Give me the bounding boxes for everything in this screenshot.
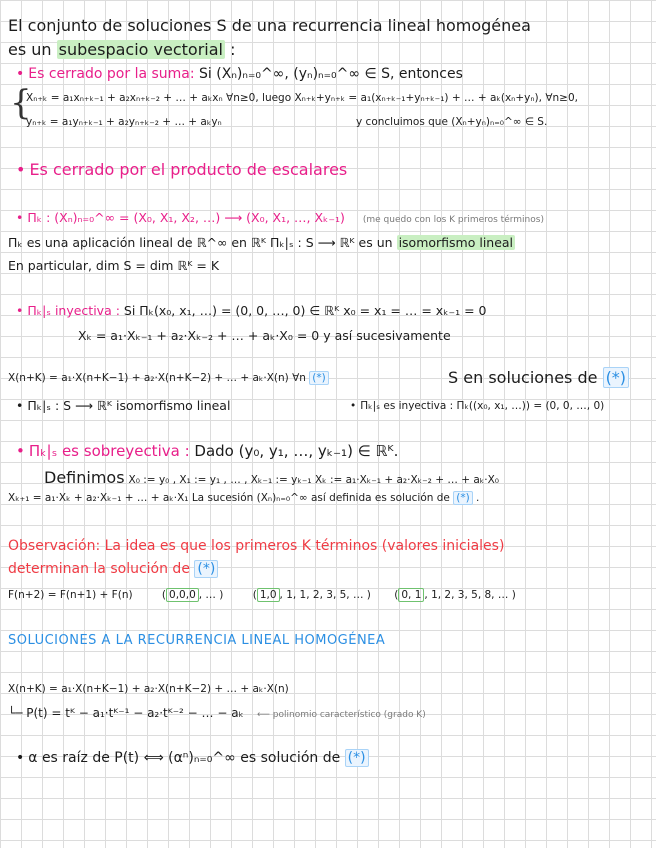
text: F(n+2) = F(n+1) + F(n): [8, 589, 133, 601]
star-ref: (*): [603, 367, 629, 388]
sucesion-line: [8, 492, 479, 505]
text: Si Πₖ(x₀, x₁, …) = (0, 0, …, 0) ∈ ℝᴷ x₀ = x₁ = … = xₖ₋₁ = 0: [123, 303, 487, 318]
definimos-line: [44, 468, 499, 487]
initial-values-box: 0,0,0: [166, 588, 199, 602]
text: , 1, 1, 2, 3, 5, … ): [279, 589, 371, 601]
text: :: [230, 40, 236, 59]
initial-values-box: 1,0: [257, 588, 280, 602]
s-soluciones: [448, 368, 629, 387]
text: yₙ₊ₖ = a₁yₙ₊ₖ₋₁ + a₂yₙ₊ₖ₋₂ + … + aₖyₙ: [26, 116, 222, 128]
text: Definimos: [44, 468, 125, 487]
inyectiva-bullet: [350, 400, 604, 413]
text: X(n+K) = a₁·X(n+K−1) + a₂·X(n+K−2) + … + aₖ·X(n) ∀n: [8, 372, 306, 384]
text: determinan la solución de: [8, 561, 190, 577]
bullet-suma: [16, 66, 463, 83]
dimension: En particular, dim S = dim ℝᴷ = K: [8, 258, 220, 273]
pink-title: • Es cerrado por la suma:: [16, 66, 195, 82]
text: ( 0, 1 , 1, 2, 3, 5, 8, … ): [394, 589, 516, 601]
text: , … ): [198, 589, 224, 601]
raiz-line: [16, 750, 369, 767]
initial-values-box: 0, 1: [398, 588, 424, 602]
text: Xₖ₊₁ = a₁·Xₖ + a₂·Xₖ₋₁ + … + aₖ·X₁ La sucesión (Xₙ)ₙ₌₀^∞ así definida es solución de: [8, 492, 450, 504]
pi-map: • Πₖ : (Xₙ)ₙ₌₀^∞ = (X₀, X₁, X₂, …) ⟶ (X₀, X₁, …, Xₖ₋₁): [16, 210, 345, 225]
text: • Πₖ|ₛ : S ⟶ ℝᴷ isomorfismo lineal: [16, 398, 230, 413]
text: Dado (y₀, y₁, …, yₖ₋₁) ∈ ℝᴷ.: [194, 442, 399, 460]
sobreyectiva-line: [16, 442, 398, 460]
observacion-1: Observación: La idea es que los primeros K términos (valores iniciales): [8, 538, 505, 554]
pink-title: • Πₖ|ₛ inyectiva :: [16, 303, 120, 318]
text: , 1, 2, 3, 5, 8, … ): [424, 589, 516, 601]
recurrence-star: [8, 372, 329, 385]
text: X₀ := y₀ , X₁ := y₁ , … , Xₖ₋₁ := yₖ₋₁ Xₖ := a₁·Xₖ₋₁ + a₂·Xₖ₋₂ + … + aₖ·X₀: [128, 474, 499, 486]
text: .: [476, 492, 480, 504]
pi-linear: [8, 235, 515, 250]
text: • α es raíz de P(t) ⟺ (αⁿ)ₙ₌₀^∞ es solución de: [16, 750, 340, 766]
left-brace: {: [10, 83, 32, 123]
text: S en soluciones de: [448, 368, 598, 387]
sucesivamente: Xₖ = a₁·Xₖ₋₁ + a₂·Xₖ₋₂ + … + aₖ·X₀ = 0 y así sucesivamente: [78, 328, 451, 343]
highlight-isomorfismo: isomorfismo lineal: [398, 235, 514, 250]
heading-line-2: [8, 40, 235, 59]
text: └─ P(t) = tᴷ − a₁·tᴷ⁻¹ − a₂·tᴷ⁻² − … − aₖ: [8, 706, 244, 720]
bullet-producto: • Es cerrado por el producto de escalares: [16, 160, 347, 179]
char-poly-line: [8, 706, 426, 721]
text: ( 1,0 , 1, 1, 2, 3, 5, … ): [252, 589, 371, 601]
pi-definition: [16, 210, 544, 226]
note: (me quedo con los K primeros términos): [362, 215, 544, 225]
text: • Πₖ|ₛ es inyectiva : Πₖ((x₀, x₁, …)) = (0, 0, …, 0): [350, 400, 604, 412]
highlight-subespacio: subespacio vectorial: [58, 40, 223, 59]
star-ref: (*): [194, 560, 218, 578]
note: ⟵ polinomio característico (grado K): [257, 710, 426, 720]
conclusion: y concluimos que (Xₙ+yₙ)ₙ₌₀^∞ ∈ S.: [356, 116, 548, 128]
suma-eq-2: [26, 116, 548, 129]
fibonacci-line: [8, 589, 516, 602]
suma-eq-1: Xₙ₊ₖ = a₁xₙ₊ₖ₋₁ + a₂xₙ₊ₖ₋₂ + … + aₖxₙ ∀n≥0, luego Xₙ₊ₖ+yₙ₊ₖ = a₁(xₙ₊ₖ₋₁+yₙ₊ₖ₋₁) + … + aₖ(xₙ+yₙ), ∀n≥0,: [26, 92, 578, 104]
text: es un: [8, 40, 52, 59]
text: Si (Xₙ)ₙ₌₀^∞, (yₙ)ₙ₌₀^∞ ∈ S, entonces: [199, 66, 463, 82]
observacion-2: [8, 561, 218, 578]
pink-title: • Πₖ|ₛ es sobreyectiva :: [16, 442, 190, 460]
star-ref: (*): [309, 371, 328, 385]
section-heading: SOLUCIONES A LA RECURRENCIA LINEAL HOMOGÉNEA: [8, 633, 386, 648]
star-ref: (*): [453, 491, 472, 505]
heading-line-1: El conjunto de soluciones S de una recurrencia lineal homogénea: [8, 16, 531, 35]
text: ( 0,0,0 , … ): [161, 589, 224, 601]
recurrence: X(n+K) = a₁·X(n+K−1) + a₂·X(n+K−2) + … + aₖ·X(n): [8, 683, 289, 695]
isomorfismo-bullet: [16, 398, 230, 413]
star-ref: (*): [345, 749, 369, 767]
inyectiva-line: [16, 303, 487, 318]
text: Πₖ es una aplicación lineal de ℝ^∞ en ℝᴷ Πₖ|ₛ : S ⟶ ℝᴷ es un: [8, 235, 393, 250]
